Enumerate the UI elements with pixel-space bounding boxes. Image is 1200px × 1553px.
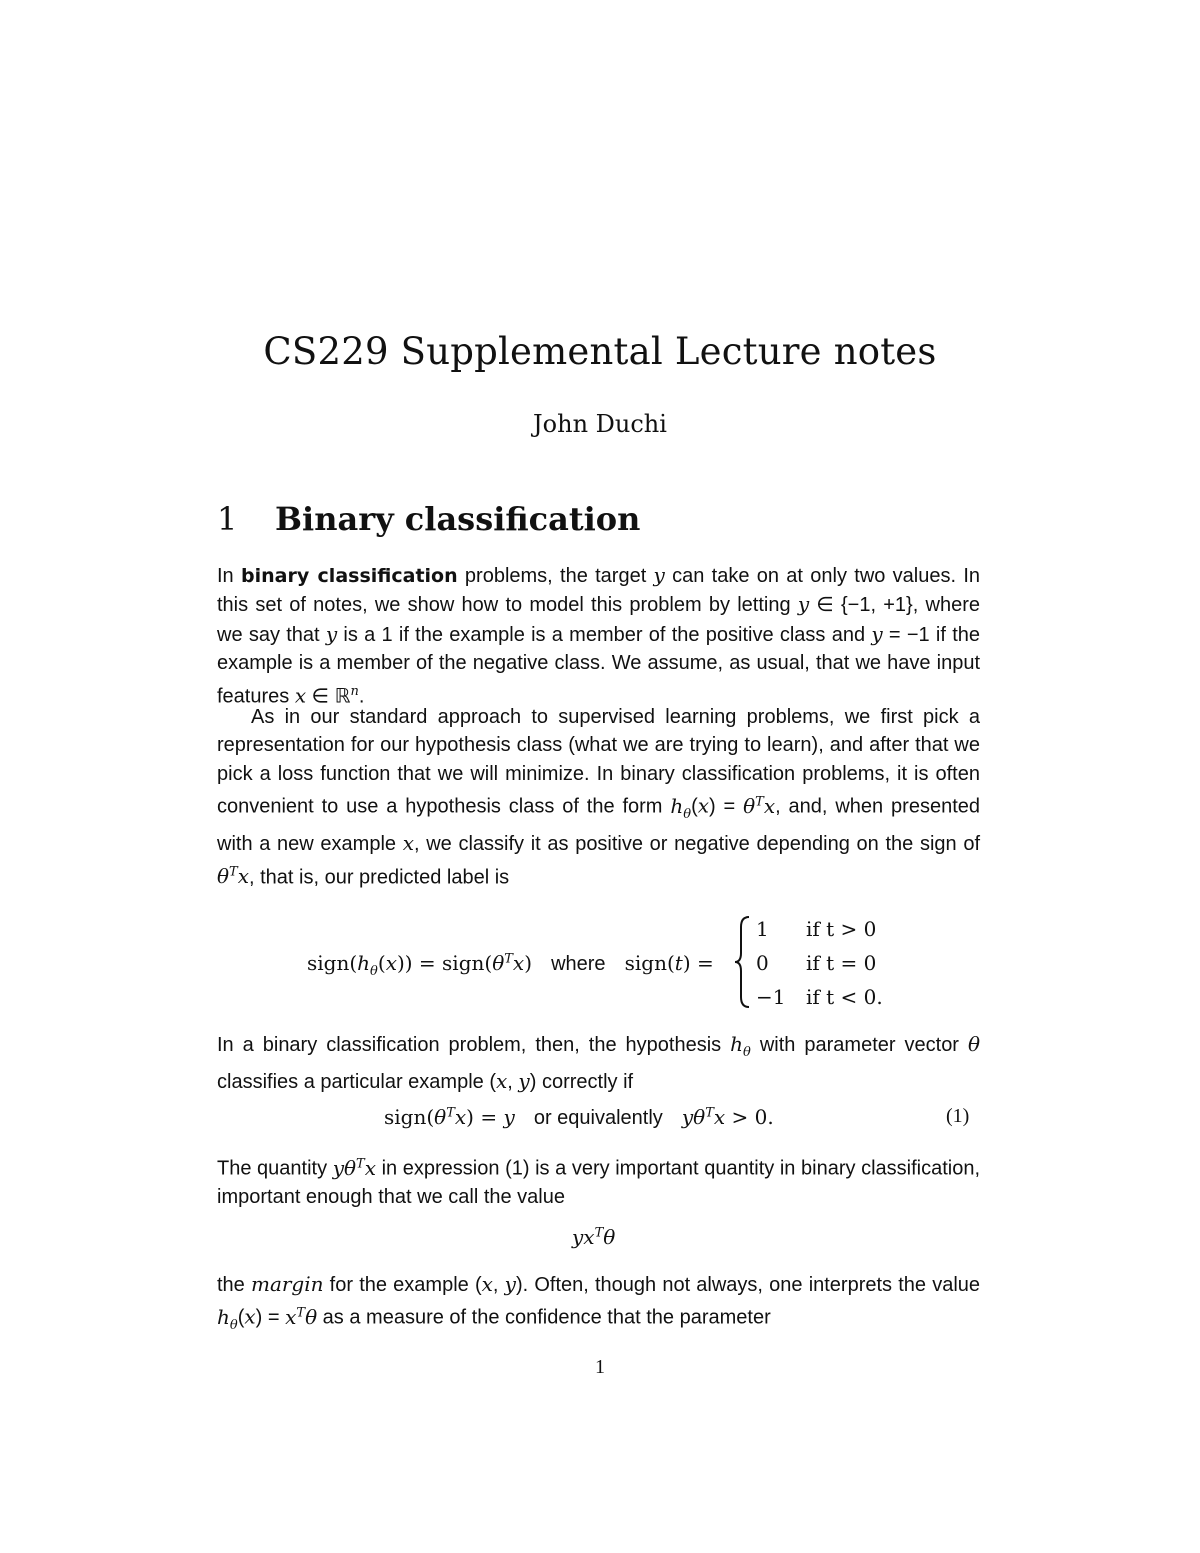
paragraph-approach: As in our standard approach to supervised learning problems, we first pick a representation for our hypothesis class (what we are trying to learn), and after that we pick a loss function that we will minimize. In binary classification problems, it is often convenient to use a hypothesis class of the form $h_\theta(x) = \theta^Tx$, and, when presented with a new example x, we classify it as positive or negative depending on the sign of $\theta^Tx$, that is, our predicted label is bbox=[217, 706, 980, 889]
paragraph-hypothesis: In a binary classification problem, then, the hypothesis $h_\theta$ with parameter vector θ classifies a particular example (x, y) correctly if bbox=[217, 1032, 980, 1094]
cases-brace bbox=[733, 915, 753, 1009]
sign-equation: $sign(h_\theta(x))$ = $sign(\theta^Tx)$ where sign(t) = bbox=[307, 951, 714, 979]
author-name: John Duchi bbox=[533, 410, 667, 438]
section-heading bbox=[217, 500, 640, 538]
case-2-value: 0 bbox=[756, 951, 769, 975]
margin-expression: $yx^T\theta$ bbox=[572, 1225, 616, 1249]
bold-term: binary classification bbox=[240, 565, 458, 587]
equation-number: (1) bbox=[946, 1105, 970, 1127]
paragraph-margin: the margin for the example (x, y). Often, though not always, one interprets the value $h_\theta(x) = x^T\theta$ as a measure of the confidence that the parameter bbox=[217, 1272, 981, 1334]
paragraph-intro: In binary classification problems, the target y can take on at only two values. In this set of notes, we show how to model this problem by letting y ∈ {−1, +1}, where we say that y is a 1 if the example is a member of the positive class and y = −1 if the example is a member of the negative class. We assume, as usual, that we have input features x ∈ ℝ$^n$. bbox=[217, 563, 981, 708]
case-1-value: 1 bbox=[756, 917, 769, 941]
page-title: CS229 Supplemental Lecture notes bbox=[263, 330, 937, 373]
section-number: 1 bbox=[217, 500, 238, 538]
case-1-condition: if t > 0 bbox=[806, 917, 877, 941]
case-2-condition: if t = 0 bbox=[806, 951, 877, 975]
case-3-value: −1 bbox=[756, 985, 786, 1009]
margin-term: margin bbox=[250, 1272, 324, 1296]
page-number: 1 bbox=[595, 1356, 605, 1378]
paragraph-quantity: The quantity $y\theta^Tx$ in expression (1) is a very important quantity in binary classification, important enough that we call the value bbox=[217, 1155, 981, 1209]
section-title: Binary classification bbox=[275, 500, 641, 538]
case-3-condition: if t < 0. bbox=[806, 985, 883, 1009]
correctness-equation: $sign(\theta^Tx) = y$ or equivalently $y\theta^Tx > 0$. bbox=[384, 1105, 774, 1129]
